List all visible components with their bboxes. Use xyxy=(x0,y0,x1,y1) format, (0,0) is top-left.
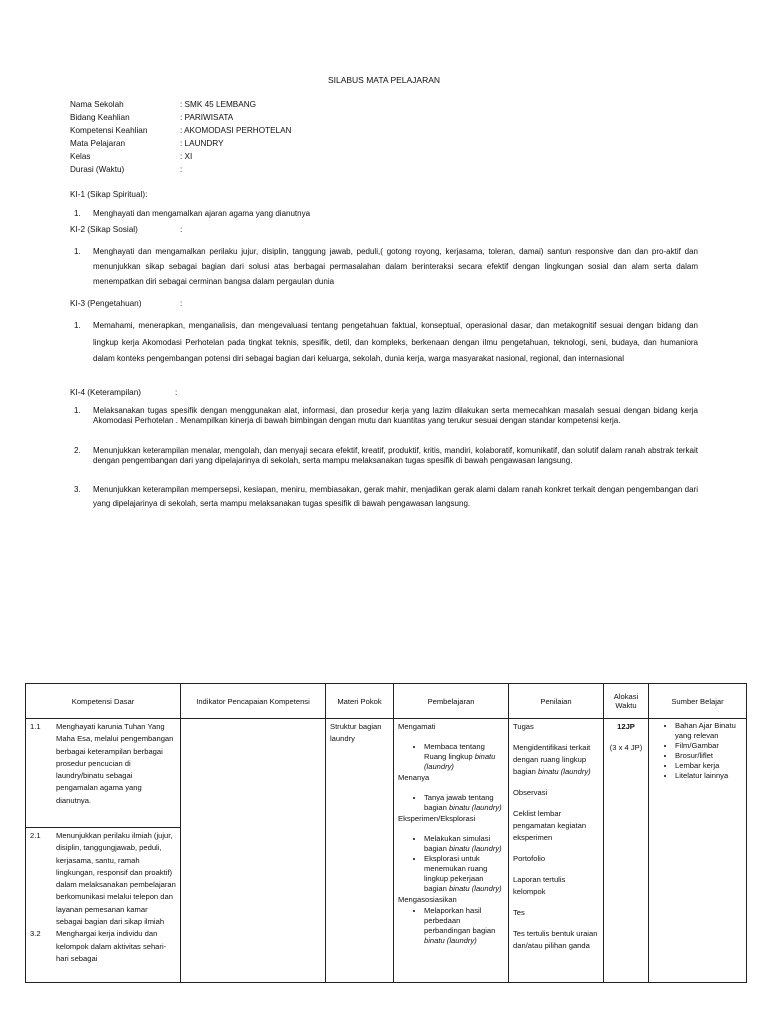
ki4-text: Menunjukkan keterampilan menalar, mengolah, dan menyaji secara efektif, kreatif, produktif, kritis, mandiri, kolaboratif, komunikatif, dan solutif dalam ranah abstrak terkait dengan pengembangan dari yang dipelajarinya di sekolah, serta mampu melaksanakan tugas spesifik di bawah pengawasan langsung. xyxy=(93,446,698,465)
page-title: SILABUS MATA PELAJARAN xyxy=(327,75,441,85)
ki3-number: 1. xyxy=(74,321,81,330)
kd-number: 3.2 xyxy=(30,929,41,939)
list-eksplorasi xyxy=(398,834,504,894)
alokasi-jp: 12JP xyxy=(617,722,635,731)
info-row xyxy=(70,111,291,124)
ki4-heading xyxy=(70,388,178,397)
school-info xyxy=(70,98,291,176)
ki1-item xyxy=(70,206,698,221)
sumber-item: • Brosur/liflet xyxy=(675,751,742,761)
kd-item xyxy=(30,830,176,928)
info-label: Nama Sekolah xyxy=(70,100,124,109)
penilaian-tugas: Tugas xyxy=(513,722,534,731)
info-value: : XI xyxy=(180,152,193,161)
list-item-italic: binatu (laundry) xyxy=(448,884,502,893)
ki2-item xyxy=(70,244,698,289)
ki2-heading xyxy=(70,225,183,234)
list-item-text: Melakukan simulasi bagian xyxy=(424,834,491,853)
info-row xyxy=(70,137,291,150)
tugas-desc-italic: binatu (laundry) xyxy=(537,767,591,776)
kd-block xyxy=(26,828,180,982)
ki3-colon: : xyxy=(180,299,183,308)
list-item-italic: binatu (laundry) xyxy=(424,752,496,771)
info-value: : PARIWISATA xyxy=(180,113,234,122)
ki3-heading xyxy=(70,299,183,308)
kd-number: 1.1 xyxy=(30,722,41,731)
alokasi-detail: (3 x 4 JP) xyxy=(609,743,643,752)
info-value: : SMK 45 LEMBANG xyxy=(180,100,256,109)
materi-text: Struktur bagian laundry xyxy=(330,722,382,743)
penilaian-tes-tertulis: Tes tertulis bentuk uraian dan/atau pilihan ganda xyxy=(513,929,598,950)
penilaian-tes: Tes xyxy=(513,908,525,917)
ki4-number: 1. xyxy=(74,406,81,415)
list-item-text: Eksplorasi untuk menemukan ruang lingkup pekerjaan bagian xyxy=(424,854,488,893)
penilaian-tugas-desc xyxy=(513,742,599,778)
list-item xyxy=(424,834,504,854)
info-value: : AKOMODASI PERHOTELAN xyxy=(180,126,292,135)
info-value: : LAUNDRY xyxy=(180,139,224,148)
pembelajaran-cell xyxy=(394,719,509,983)
kd-cell xyxy=(26,719,181,983)
kd-text: Menunjukkan perilaku ilmiah (jujur, disiplin, tanggungjawab, peduli, kerjasama, santu, ramah lingkungan, responsif dan proaktif) dalam melaksanakan pembelajaran berkomunikasi melalui telepon dan layanan pemesanan kamar sebagai bagian dari sikap ilmiah xyxy=(56,831,176,927)
ki1-text: Menghayati dan mengamalkan ajaran agama yang dianutnya xyxy=(93,209,311,218)
penilaian-laporan: Laporan tertulis kelompok xyxy=(513,875,566,896)
header-kompetensi-dasar: Kompetensi Dasar xyxy=(26,684,181,719)
list-item xyxy=(424,742,504,772)
ki3-item xyxy=(70,318,698,368)
kd-item xyxy=(30,928,176,965)
sumber-list xyxy=(653,721,742,781)
indikator-cell xyxy=(181,719,326,983)
ki1-heading: KI-1 (Sikap Spiritual): xyxy=(70,190,148,199)
ki2-text: Menghayati dan mengamalkan perilaku jujur, disiplin, tanggung jawab, peduli,( gotong royong, kerjasama, toleran, damai) santun responsive dan dan pro-aktif dan menunjukkan sikap sebagai bagian dari solusi atas berbagai permasalahan dalam berinteraksi secara efektif dengan lingkungan sosial dan alam serta dalam menempatkan diri sebagai cerminan bangsa dalam pergaulan dunia xyxy=(93,247,698,286)
header-indikator: Indikator Pencapaian Kompetensi xyxy=(181,684,326,719)
kd-block xyxy=(26,719,180,828)
ki4-colon: : xyxy=(175,388,178,397)
ki4-text: Menunjukkan keterampilan mempersepsi, kesiapan, meniru, membiasakan, gerak mahir, menjadikan gerak alami dalam ranah konkret terkait dengan pengembangan dari yang dipelajarinya di sekolah, serta mampu melaksanakan tugas spesifik di bawah pengawasan langsung. xyxy=(93,485,698,508)
info-row xyxy=(70,163,291,176)
header-alokasi-waktu: Alokasi Waktu xyxy=(604,684,649,719)
ki4-text: Melaksanakan tugas spesifik dengan menggunakan alat, informasi, dan prosedur kerja yang lazim dilakukan serta memecahkan masalah sesuai dengan bidang kerja Akomodasi Perhotelan . Menampilkan kinerja di bawah bimbingan dengan mutu dan kuantitas yang terukur sesuai dengan standar kompetensi kerja. xyxy=(93,406,698,425)
info-row xyxy=(70,150,291,163)
syllabus-table xyxy=(25,683,747,983)
sumber-item: • Bahan Ajar Binatu yang relevan xyxy=(675,721,742,741)
ki4-item xyxy=(70,406,698,426)
list-item-italic: binatu (laundry) xyxy=(448,803,502,812)
list-item-text: Tanya jawab tentang bagian xyxy=(424,793,494,812)
sumber-item: • Lembar kerja xyxy=(675,761,742,771)
info-label: Durasi (Waktu) xyxy=(70,165,125,174)
header-penilaian: Penilaian xyxy=(509,684,604,719)
step-eksplorasi: Eksperimen/Eksplorasi xyxy=(398,814,476,823)
header-pembelajaran: Pembelajaran xyxy=(394,684,509,719)
table-row xyxy=(26,719,747,983)
list-item-italic: binatu (laundry) xyxy=(448,844,502,853)
info-label: Mata Pelajaran xyxy=(70,139,126,148)
list-mengamati xyxy=(398,742,504,772)
info-label: Kelas xyxy=(70,152,91,161)
list-item xyxy=(424,793,504,813)
info-row xyxy=(70,124,291,137)
list-asosiasi xyxy=(398,906,504,946)
tugas-desc-text: Mengidentifikasi terkait dengan ruang lingkup bagian xyxy=(513,743,591,776)
penilaian-ceklist: Ceklist lembar pengamatan kegiatan eksperimen xyxy=(513,809,587,842)
step-mengamati: Mengamati xyxy=(398,722,436,731)
ki3-text: Memahami, menerapkan, menganalisis, dan mengevaluasi tentang pengetahuan faktual, konseptual, operasional dasar, dan metakognitif sesuai dengan bidang dan lingkup kerja Akomodasi Perhotelan pada tingkat teknis, spesifik, detil, dan kompleks, berkenaan dengan ilmu pengetahuan, teknologi, seni, budaya, dan humaniora dalam konteks pengembangan potensi diri sebagai bagian dari keluarga, sekolah, dunia kerja, warga masyarakat nasional, regional, dan internasional xyxy=(93,321,698,363)
sumber-item: • Litelatur lainnya xyxy=(675,771,742,781)
step-menanya: Menanya xyxy=(398,773,430,782)
ki4-number: 2. xyxy=(74,446,81,455)
sumber-cell xyxy=(649,719,747,983)
ki2-colon: : xyxy=(180,225,183,234)
kd-item xyxy=(30,721,176,807)
ki1-number: 1. xyxy=(74,209,81,218)
materi-cell xyxy=(326,719,394,983)
list-item-text: Membaca tentang Ruang lingkup xyxy=(424,742,485,761)
penilaian-cell xyxy=(509,719,604,983)
ki3-heading-text: KI-3 (Pengetahuan) xyxy=(70,299,142,308)
sumber-item: • Film/Gambar xyxy=(675,741,742,751)
kd-number: 2.1 xyxy=(30,831,41,840)
header-materi-pokok: Materi Pokok xyxy=(326,684,394,719)
ki4-heading-text: KI-4 (Keterampilan) xyxy=(70,388,141,397)
step-asosiasi: Mengasosiasikan xyxy=(398,895,457,904)
info-value: : xyxy=(180,165,183,174)
alokasi-cell xyxy=(604,719,649,983)
list-item xyxy=(424,906,504,946)
table-header-row xyxy=(26,684,747,719)
penilaian-portofolio: Portofolio xyxy=(513,854,546,863)
list-item-italic: binatu (laundry) xyxy=(424,936,477,945)
ki2-heading-text: KI-2 (Sikap Sosial) xyxy=(70,225,138,234)
info-label: Bidang Keahlian xyxy=(70,113,130,122)
kd-text: Menghargai kerja individu dan kelompok dalam aktivitas sehari-hari sebagai xyxy=(56,929,167,963)
ki4-number: 3. xyxy=(74,485,81,494)
list-menanya xyxy=(398,793,504,813)
list-item xyxy=(424,854,504,894)
info-row xyxy=(70,98,291,111)
kd-text: Menghayati karunia Tuhan Yang Maha Esa, melalui pengembangan berbagai keterampilan berbagai prosedur pencucian di laundry/binatu sebagai pengamalan agama yang dianutnya. xyxy=(56,722,174,805)
penilaian-observasi: Observasi xyxy=(513,788,548,797)
header-sumber-belajar: Sumber Belajar xyxy=(649,684,747,719)
info-label: Kompetensi Keahlian xyxy=(70,126,148,135)
ki4-item xyxy=(70,483,698,511)
list-item-text: Melaporkan hasil perbedaan perbandingan bagian xyxy=(424,906,496,935)
ki4-item xyxy=(70,446,698,466)
ki2-number: 1. xyxy=(74,247,81,256)
